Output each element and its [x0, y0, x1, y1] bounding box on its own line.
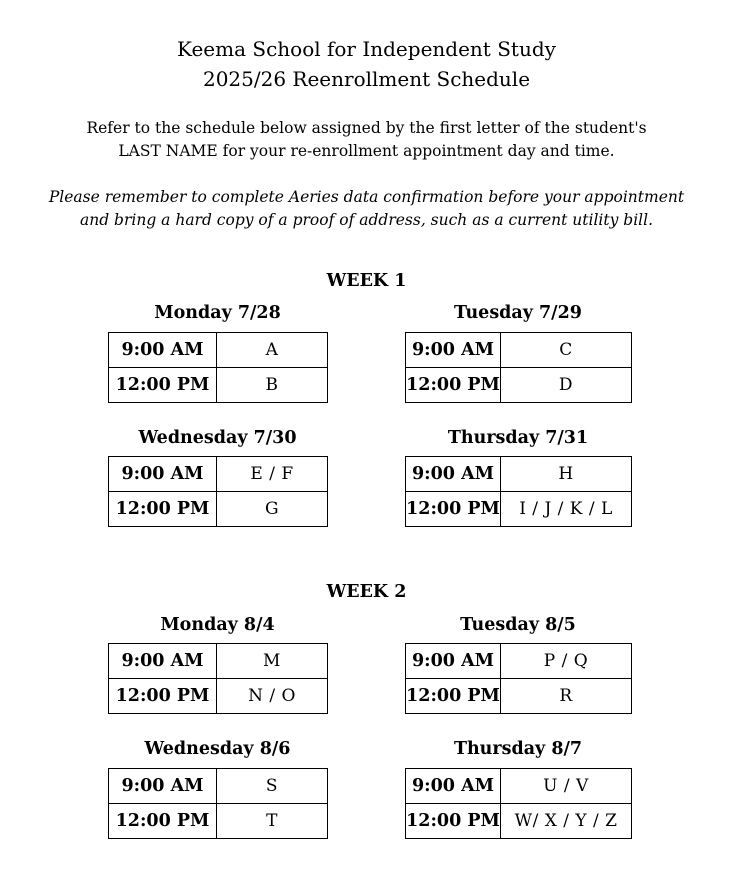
table-row: [406, 368, 632, 403]
schedule-table-wednesday-week2: [108, 768, 328, 839]
slot-letters: M: [217, 644, 328, 679]
slot-letters: U / V: [501, 769, 632, 804]
slot-letters: A: [217, 333, 328, 368]
table-row: [406, 457, 632, 492]
table-row: [109, 804, 328, 839]
schedule-table-tuesday-week1: [405, 332, 632, 403]
slot-time: 12:00 PM: [109, 804, 217, 839]
day-heading-thursday-week2: Thursday 8/7: [453, 739, 583, 759]
schedule-table-thursday-week2: [405, 768, 632, 839]
slot-letters: E / F: [217, 457, 328, 492]
slot-letters: G: [217, 492, 328, 527]
table-row: [109, 769, 328, 804]
slot-time: 12:00 PM: [406, 679, 501, 714]
slot-letters: D: [501, 368, 632, 403]
slot-time: 9:00 AM: [109, 644, 217, 679]
day-heading-tuesday-week2: Tuesday 8/5: [460, 615, 576, 635]
table-row: [109, 644, 328, 679]
schedule-table-tuesday-week2: [405, 643, 632, 714]
slot-time: 12:00 PM: [406, 368, 501, 403]
slot-time: 9:00 AM: [406, 769, 501, 804]
day-heading-monday-week1: Monday 7/28: [154, 303, 281, 323]
instruction-line-1: Refer to the schedule below assigned by the first letter of the student's: [86, 119, 647, 137]
slot-letters: W/ X / Y / Z: [501, 804, 632, 839]
slot-time: 12:00 PM: [406, 804, 501, 839]
reminder-line-2: and bring a hard copy of a proof of address, such as a current utility bill.: [79, 211, 654, 229]
day-heading-tuesday-week1: Tuesday 7/29: [454, 303, 582, 323]
slot-time: 9:00 AM: [406, 644, 501, 679]
table-row: [406, 333, 632, 368]
table-row: [406, 804, 632, 839]
schedule-title: 2025/26 Reenrollment Schedule: [202, 67, 531, 91]
instruction-line-2: LAST NAME for your re-enrollment appointment day and time.: [118, 142, 615, 160]
slot-letters: S: [217, 769, 328, 804]
day-heading-thursday-week1: Thursday 7/31: [447, 428, 589, 448]
slot-time: 12:00 PM: [109, 368, 217, 403]
slot-letters: N / O: [217, 679, 328, 714]
week-1-label: WEEK 1: [326, 271, 407, 291]
slot-time: 9:00 AM: [109, 769, 217, 804]
day-heading-monday-week2: Monday 8/4: [160, 615, 275, 635]
reminder-line-1: Please remember to complete Aeries data confirmation before your appointment: [48, 188, 685, 206]
schedule-table-wednesday-week1: [108, 456, 328, 527]
slot-letters: B: [217, 368, 328, 403]
slot-letters: C: [501, 333, 632, 368]
slot-letters: I / J / K / L: [501, 492, 632, 527]
slot-time: 12:00 PM: [406, 492, 501, 527]
table-row: [109, 368, 328, 403]
slot-letters: H: [501, 457, 632, 492]
slot-letters: T: [217, 804, 328, 839]
table-row: [109, 333, 328, 368]
slot-time: 9:00 AM: [406, 333, 501, 368]
school-name: Keema School for Independent Study: [177, 37, 556, 61]
schedule-table-monday-week1: [108, 332, 328, 403]
table-row: [406, 644, 632, 679]
slot-time: 12:00 PM: [109, 492, 217, 527]
slot-time: 9:00 AM: [109, 333, 217, 368]
schedule-table-thursday-week1: [405, 456, 632, 527]
day-heading-wednesday-week2: Wednesday 8/6: [144, 739, 291, 759]
table-row: [406, 679, 632, 714]
slot-time: 12:00 PM: [109, 679, 217, 714]
week-2-label: WEEK 2: [326, 582, 407, 602]
table-row: [406, 769, 632, 804]
table-row: [109, 679, 328, 714]
slot-letters: R: [501, 679, 632, 714]
slot-time: 9:00 AM: [406, 457, 501, 492]
slot-time: 9:00 AM: [109, 457, 217, 492]
table-row: [109, 492, 328, 527]
table-row: [109, 457, 328, 492]
day-heading-wednesday-week1: Wednesday 7/30: [138, 428, 297, 448]
schedule-table-monday-week2: [108, 643, 328, 714]
slot-letters: P / Q: [501, 644, 632, 679]
table-row: [406, 492, 632, 527]
